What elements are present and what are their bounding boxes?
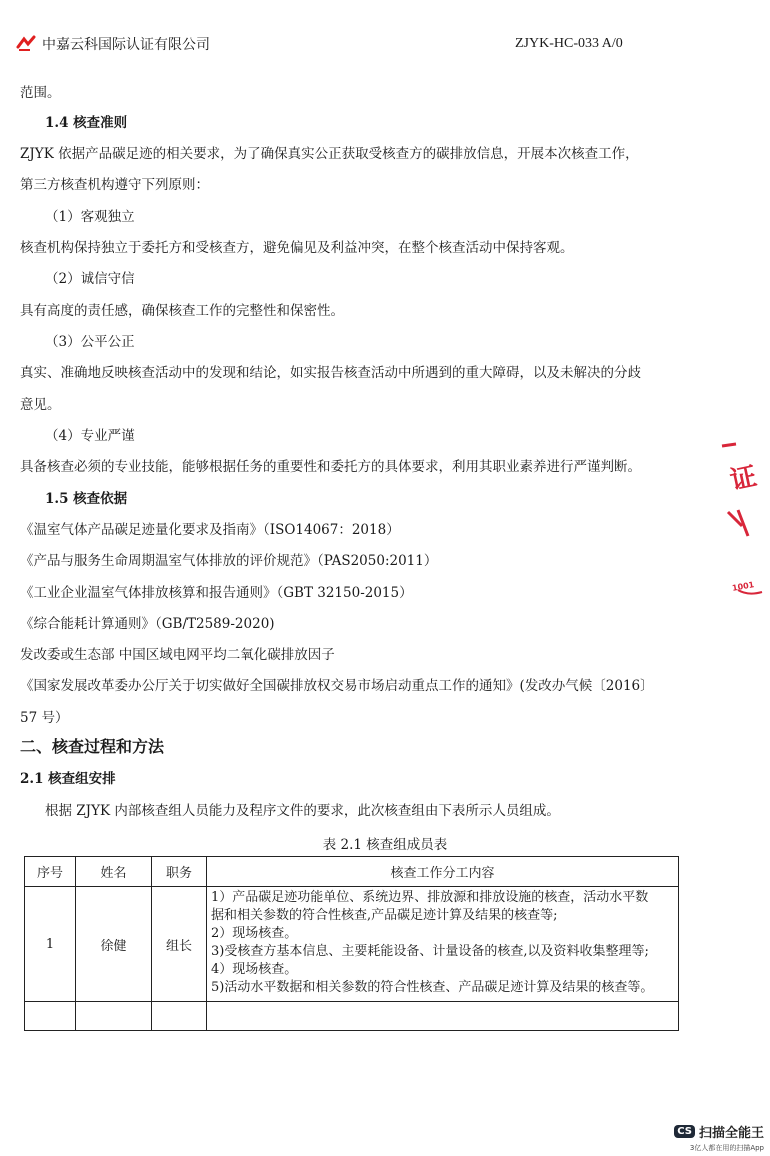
table-caption: 表 2.1 核查组成员表 xyxy=(322,837,448,853)
cell-duties xyxy=(207,887,679,1002)
subsection-title: 2.1 核查组安排 xyxy=(20,771,116,787)
duty-line: 2）现场核查。 xyxy=(211,926,298,941)
body-line: 《国家发展改革委办公厅关于切实做好全国碳排放权交易市场启动重点工作的通知》(发改办气候〔2016〕 xyxy=(20,678,654,694)
empty-cell xyxy=(152,1002,207,1031)
body-line: （3）公平公正 xyxy=(45,334,135,350)
body-line: 真实、准确地反映核查活动中的发现和结论，如实报告核查活动中所遇到的重大障碍，以及未解决的分歧 xyxy=(20,365,641,381)
header-no: 序号 xyxy=(25,857,76,887)
header-duties: 核查工作分工内容 xyxy=(207,857,679,887)
duty-line: 3)受核查方基本信息、主要耗能设备、计量设备的核查,以及资料收集整理等; xyxy=(211,944,649,959)
section-title: 二、核查过程和方法 xyxy=(20,737,165,756)
seal-stamp-fragment xyxy=(718,440,770,610)
body-line: 意见。 xyxy=(20,397,61,413)
section-paragraph: 根据 ZJYK 内部核查组人员能力及程序文件的要求，此次核查组由下表所示人员组成。 xyxy=(45,803,560,819)
stamp-number: 1001 xyxy=(731,580,755,593)
scanner-tagline: 3亿人都在用的扫描App xyxy=(689,1144,764,1152)
body-line: 1.5 核查依据 xyxy=(45,491,128,507)
cell-name: 徐健 xyxy=(76,887,152,1002)
body-line: 范围。 xyxy=(20,85,61,101)
body-line: 《温室气体产品碳足迹量化要求及指南》（ISO14067：2018） xyxy=(20,522,400,538)
body-line: ZJYK 依据产品碳足迹的相关要求，为了确保真实公正获取受核查方的碳排放信息，开展本次核查工作， xyxy=(20,146,639,162)
document-code: ZJYK-HC-033 A/0 xyxy=(515,36,623,51)
body-line: 《产品与服务生命周期温室气体排放的评价规范》（PAS2050:2011） xyxy=(20,553,438,569)
body-line: （2）诚信守信 xyxy=(45,271,135,287)
body-line: （4）专业严谨 xyxy=(45,428,135,444)
team-table xyxy=(24,856,679,1031)
duty-line: 据和相关参数的符合性核查,产品碳足迹计算及结果的核查等; xyxy=(211,908,558,923)
duty-line: 1）产品碳足迹功能单位、系统边界、排放源和排放设施的核查，活动水平数 xyxy=(211,890,649,905)
scanner-watermark xyxy=(674,1122,764,1153)
body-line: 具有高度的责任感，确保核查工作的完整性和保密性。 xyxy=(20,303,344,319)
header-role: 职务 xyxy=(152,857,207,887)
empty-cell xyxy=(76,1002,152,1031)
body-line: 核查机构保持独立于委托方和受核查方，避免偏见及利益冲突，在整个核查活动中保持客观。 xyxy=(20,240,574,256)
header-name: 姓名 xyxy=(76,857,152,887)
duty-line: 5)活动水平数据和相关参数的符合性核查、产品碳足迹计算及结果的核查等。 xyxy=(211,980,654,995)
body-line: 第三方核查机构遵守下列原则： xyxy=(20,177,209,193)
body-line: 发改委或生态部 中国区域电网平均二氧化碳排放因子 xyxy=(20,647,335,663)
table-row xyxy=(25,887,679,1002)
body-line: 57 号） xyxy=(20,710,69,726)
cell-role: 组长 xyxy=(152,887,207,1002)
cell-no: 1 xyxy=(25,887,76,1002)
body-line: 具备核查必须的专业技能，能够根据任务的重要性和委托方的具体要求，利用其职业素养进行严谨判断。 xyxy=(20,459,641,475)
empty-cell xyxy=(207,1002,679,1031)
table-row-empty xyxy=(25,1002,679,1031)
scanner-logo-icon: CS xyxy=(674,1125,695,1138)
company-logo-icon xyxy=(16,35,38,53)
stamp-char: 证 xyxy=(727,461,760,497)
company-name: 中嘉云科国际认证有限公司 xyxy=(42,37,210,53)
duty-line: 4）现场核查。 xyxy=(211,962,298,977)
table-header-row xyxy=(25,857,679,887)
body-line: 1.4 核查准则 xyxy=(45,115,128,131)
company-header xyxy=(16,34,210,54)
scanner-brand xyxy=(674,1122,764,1141)
empty-cell xyxy=(25,1002,76,1031)
body-line: 《综合能耗计算通则》（GB/T2589-2020) xyxy=(20,616,275,632)
scanner-brand-name: 扫描全能王 xyxy=(698,1126,764,1141)
body-line: （1）客观独立 xyxy=(45,209,135,225)
body-line: 《工业企业温室气体排放核算和报告通则》（GBT 32150-2015） xyxy=(20,585,413,601)
